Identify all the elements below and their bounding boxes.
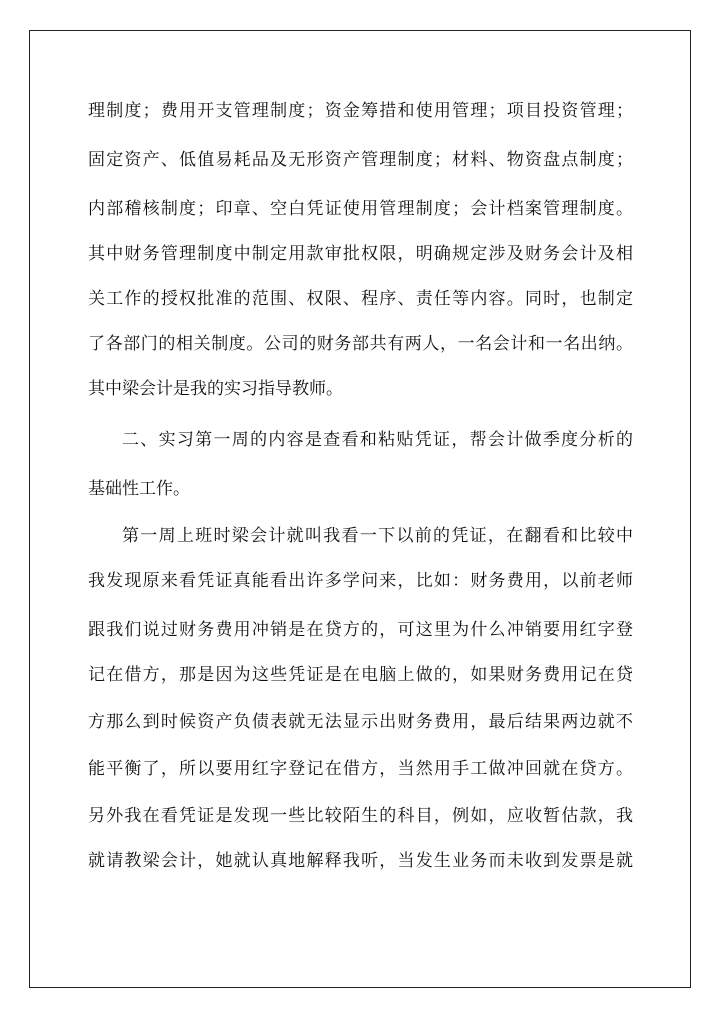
text-line: 方那么到时候资产负债表就无法显示出财务费用，最后结果两边就不 bbox=[88, 712, 633, 732]
text-line: 基础性工作。 bbox=[88, 479, 190, 499]
text-line: 跟我们说过财务费用冲销是在贷方的，可这里为什么冲销要用红字登 bbox=[88, 620, 633, 640]
text-line: 其中梁会计是我的实习指导教师。 bbox=[88, 379, 343, 399]
text-line: 关工作的授权批准的范围、权限、程序、责任等内容。同时，也制定 bbox=[88, 289, 633, 309]
text-line: 其中财务管理制度中制定用款审批权限，明确规定涉及财务会计及相 bbox=[88, 244, 633, 264]
text-line: 另外我在看凭证是发现一些比较陌生的科目，例如，应收暂估款，我 bbox=[88, 806, 633, 826]
text-line: 记在借方，那是因为这些凭证是在电脑上做的，如果财务费用记在贷 bbox=[88, 665, 633, 685]
text-line: 第一周上班时梁会计就叫我看一下以前的凭证，在翻看和比较中 bbox=[122, 526, 633, 546]
text-line: 理制度；费用开支管理制度；资金筹措和使用管理；项目投资管理； bbox=[88, 101, 633, 121]
text-line: 就请教梁会计，她就认真地解释我听，当发生业务而未收到发票是就 bbox=[88, 851, 633, 871]
text-line: 能平衡了，所以要用红字登记在借方，当然用手工做冲回就在贷方。 bbox=[88, 759, 633, 779]
text-line: 内部稽核制度；印章、空白凭证使用管理制度；会计档案管理制度。 bbox=[88, 199, 633, 219]
text-line: 了各部门的相关制度。公司的财务部共有两人，一名会计和一名出纳。 bbox=[88, 334, 633, 354]
text-line: 我发现原来看凭证真能看出许多学问来，比如：财务费用，以前老师 bbox=[88, 571, 633, 591]
text-line: 固定资产、低值易耗品及无形资产管理制度；材料、物资盘点制度； bbox=[88, 150, 633, 170]
text-line: 二、实习第一周的内容是查看和粘贴凭证，帮会计做季度分析的 bbox=[122, 430, 633, 450]
